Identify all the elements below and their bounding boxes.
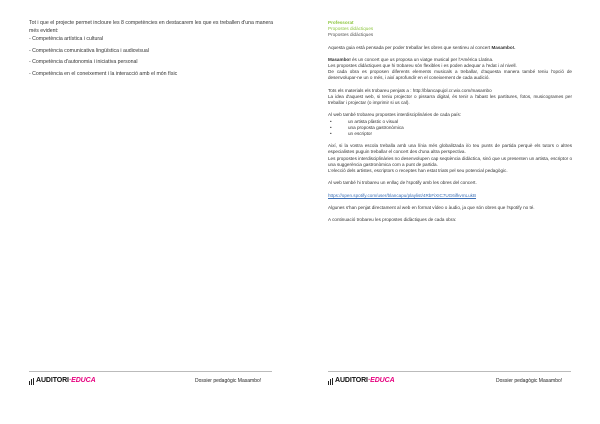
paragraph: Així, si la vostra escola treballa amb una línia més globalitzada i/o teu punts de partida perquè els tutors o altres especialistes puguin treballar el concert des d'una altra perspectiva. <box>328 143 572 155</box>
list-item: - Competència en el coneixement i la interacció amb el món físic <box>29 70 178 77</box>
paragraph: Les propostes didàctiques que hi trobareu són flexibles i es poden adequar a l'edat i al nivell. <box>328 63 517 69</box>
logo-text-auditori: AUDITORI <box>335 377 368 384</box>
section-subheading-gray: Propostes didàctiques <box>328 32 374 38</box>
paragraph: Masambo! és un concert que us proposa un viatge musical per l'Amèrica Llatina. <box>328 57 494 62</box>
paragraph: Algunes s'han penjat directament al web en format vídeo o àudio, ja que són obres que l'spotify no té. <box>328 204 535 210</box>
list-item: • un artista plàstic o visual <box>328 119 572 125</box>
intro-paragraph: Tot i que el projecte permet incloure les 8 competències en destacarem les que es treballen d'una manera més evident: <box>29 20 273 34</box>
list-item: - Competència comunicativa lingüística i audiovisual <box>29 47 149 54</box>
logo-text-educa: ·EDUCA <box>68 377 96 384</box>
logo-text-auditori: AUDITORI <box>36 377 69 384</box>
logo-mark-icon <box>29 378 35 385</box>
list-item: • un escriptor <box>328 131 572 137</box>
paragraph: Al web també trobareu propostes interdisciplinàries de cada país: <box>328 112 462 118</box>
right-page <box>300 0 600 424</box>
paragraph: Tots els materials els trobareu penjats a : http://blancapujol.cr.wix.com/masambo <box>328 87 492 93</box>
paragraph: De cada obra es proposen diferents elements musicals a treballar, d'aquesta manera també teniu l'opció de desenvolupar-ne un o més, i així aprofundir en el coneixement de cada audició. <box>328 69 572 81</box>
logo-text-educa: ·EDUCA <box>367 377 395 384</box>
section-heading: Professorat <box>328 20 354 25</box>
footer-divider <box>328 371 571 372</box>
footer-divider <box>29 371 272 372</box>
paragraph: Aquesta guia està pensada per poder treballar les obres que sentireu al concert Masambo!. <box>328 44 516 50</box>
section-subheading: Propostes didàctiques <box>328 26 374 32</box>
footer-title: Dossier pedagògic Masambo! <box>195 378 262 384</box>
paragraph: A continuació trobareu les propostes didàctiques de cada obra: <box>328 217 457 223</box>
left-page-body <box>29 20 273 83</box>
right-page-body <box>328 20 572 223</box>
list-item: - Competència artística i cultural <box>29 36 104 43</box>
auditori-educa-logo <box>328 376 395 386</box>
paragraph: Les propostes interdisciplinàries no desenvolupen cap seqüència didàctica, sinó que us presenten un artista, escriptor o una suggerència gastronòmica com a punt de partida. <box>328 155 572 167</box>
interdisciplinary-list <box>328 119 572 137</box>
auditori-educa-logo <box>29 376 96 386</box>
paragraph: L'elecció dels artistes, escriptors o receptes han estat triats pel seu potencial pedagògic. <box>328 167 508 173</box>
list-item: • una proposta gastronòmica <box>328 125 572 131</box>
competencies-list <box>29 36 273 78</box>
paragraph: Al web també hi trobareu un enllaç de l'spotify amb les obres del concert. <box>328 180 477 186</box>
list-item: - Competència d'autonomia i iniciativa personal <box>29 59 138 66</box>
logo-mark-icon <box>328 378 334 385</box>
footer-title: Dossier pedagògic Masambo! <box>496 378 563 384</box>
spotify-link[interactable]: https://open.spotify.com/user/blancapu/playlist/4RbFiXIC7UG6ifkvmLukB <box>328 192 477 198</box>
paragraph: La idea d'aquest web, si teniu projector o pissarra digital, és tenir a l'abast les partitures, fotos, musicogrames per treballar i projectar (o imprimir si us cal). <box>328 93 572 106</box>
